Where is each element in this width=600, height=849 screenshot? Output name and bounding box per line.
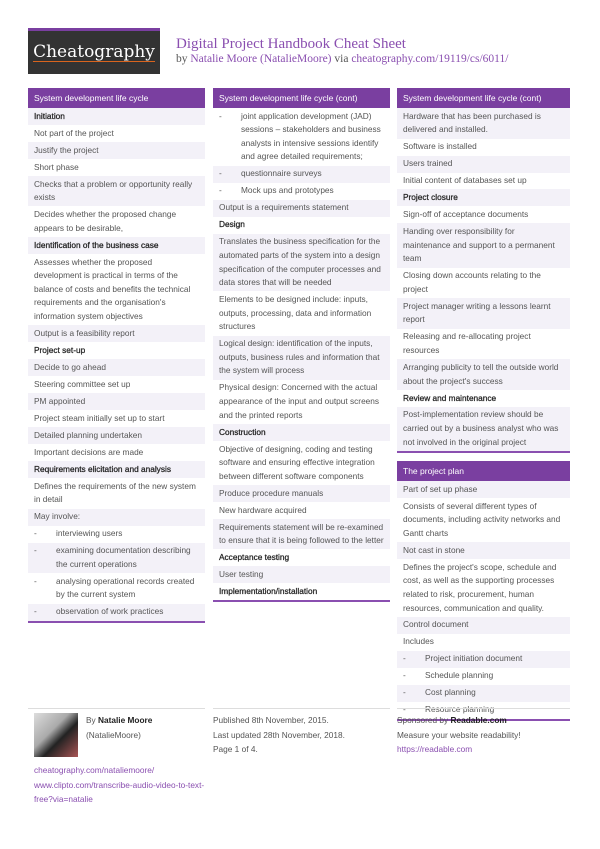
clipto-link[interactable]: www.clipto.com/transcribe-audio-video-to-text-free?via=natalie [34, 779, 205, 804]
text-row: Closing down accounts relating to the project [397, 268, 570, 299]
text-row: Project manager writing a lessons learnt report [397, 298, 570, 329]
column-2 [213, 88, 390, 610]
text-row: Produce procedure manuals [213, 485, 390, 502]
text-row: Important decisions are made [28, 444, 205, 461]
bullet-icon: - [403, 687, 406, 698]
subheading-row: Project closure [397, 189, 570, 206]
row-text: Cost planning [425, 687, 476, 698]
section [397, 88, 570, 453]
bullet-icon: - [34, 575, 37, 586]
bullet-icon: - [34, 545, 37, 556]
text-row: Elements to be designed include: inputs, outputs, processing, data and information structures [213, 291, 390, 335]
text-row: Output is a feasibility report [28, 325, 205, 342]
bullet-icon: - [219, 168, 222, 179]
bullet-row [28, 604, 205, 621]
bullet-icon: - [34, 606, 37, 617]
subheading-row: Project set-up [28, 342, 205, 359]
text-row: Not part of the project [28, 125, 205, 142]
section-rows [397, 481, 570, 719]
section-rows [397, 108, 570, 451]
subheading-row: Requirements elicitation and analysis [28, 461, 205, 478]
subheading-row: Initiation [28, 108, 205, 125]
page-number: Page 1 of 4. [213, 744, 258, 754]
via-label: via [334, 53, 349, 65]
row-text: examining documentation describing the current operations [56, 545, 191, 569]
text-row: Not cast in stone [397, 542, 570, 559]
row-text: observation of work practices [56, 606, 164, 617]
text-row: Output is a requirements statement [213, 200, 390, 217]
text-row: Handing over responsibility for maintenance and support to a permanent team [397, 223, 570, 267]
sheet-url-link[interactable]: cheatography.com/19119/cs/6011/ [351, 53, 509, 65]
text-row: Decide to go ahead [28, 359, 205, 376]
text-row: Decides whether the proposed change appears to be desirable, [28, 206, 205, 237]
text-row: Consists of several different types of documents, including activity networks and Gantt charts [397, 498, 570, 542]
subheading-row: Implementation/installation [213, 583, 390, 600]
cheatography-logo[interactable] [28, 28, 160, 74]
text-row: Releasing and re-allocating project resources [397, 329, 570, 360]
text-row: New hardware acquired [213, 502, 390, 519]
text-row: Project steam initially set up to start [28, 410, 205, 427]
text-row: Post-implementation review should be carried out by a business analyst who was not involved in the original project [397, 407, 570, 451]
text-row: Users trained [397, 156, 570, 173]
text-row: Hardware that has been purchased is delivered and installed. [397, 108, 570, 139]
text-row: Part of set up phase [397, 481, 570, 498]
text-row: Detailed planning undertaken [28, 427, 205, 444]
bullet-icon: - [219, 110, 222, 121]
text-row: Physical design: Concerned with the actual appearance of the input and output screens and the printed reports [213, 380, 390, 424]
subheading-row: Identification of the business case [28, 237, 205, 254]
section-header: System development life cycle (cont) [213, 88, 390, 108]
text-row: Checks that a problem or opportunity really exists [28, 176, 205, 207]
section-header: System development life cycle (cont) [397, 88, 570, 108]
row-text: Schedule planning [425, 670, 494, 681]
text-row: Requirements statement will be re-examined to ensure that it is being followed to the letter [213, 519, 390, 550]
text-row: Arranging publicity to tell the outside world about the project's success [397, 359, 570, 390]
text-row: May involve: [28, 509, 205, 526]
row-text: questionnaire surveys [241, 168, 322, 179]
byline [176, 53, 508, 65]
sponsor-link[interactable]: https://readable.com [397, 744, 473, 754]
row-text: Mock ups and prototypes [241, 185, 334, 196]
bullet-icon: - [403, 670, 406, 681]
bullet-row [397, 668, 570, 685]
text-row: Sign-off of acceptance documents [397, 206, 570, 223]
text-row: Steering committee set up [28, 376, 205, 393]
text-row: Initial content of databases set up [397, 173, 570, 190]
row-text: joint application development (JAD) sessions – stakeholders and business analysts in intensive sessions identify and agree detailed requirements; [241, 110, 381, 162]
subheading-row: Design [213, 217, 390, 234]
text-row: Translates the business specification for the automated parts of the system into a design specification of the computer processes and data stores that will be needed [213, 234, 390, 292]
row-text: Resource planning [425, 704, 495, 715]
bullet-row [28, 526, 205, 543]
page-title: Digital Project Handbook Cheat Sheet [176, 36, 406, 52]
sponsor-tagline: Measure your website readability! [397, 729, 521, 740]
bullet-icon: - [403, 704, 406, 715]
text-row: Defines the project's scope, schedule and cost, as well as the supporting processes related to risk, procurement, human resources, communication and quality. [397, 559, 570, 617]
published-date: Published 8th November, 2015. [213, 715, 329, 725]
text-row: User testing [213, 566, 390, 583]
by-label: By [86, 715, 96, 725]
text-row: Control document [397, 617, 570, 634]
sponsored-label: Sponsored by [397, 715, 449, 725]
text-row: PM appointed [28, 393, 205, 410]
updated-date: Last updated 28th November, 2018. [213, 729, 345, 740]
bullet-icon: - [403, 653, 406, 664]
footer-author [28, 708, 205, 807]
row-text: interviewing users [56, 528, 123, 539]
bullet-icon: - [219, 185, 222, 196]
bullet-row [213, 183, 390, 200]
text-row: Defines the requirements of the new system in detail [28, 478, 205, 509]
column-3 [397, 88, 570, 729]
section-header: System development life cycle [28, 88, 205, 108]
section [213, 88, 390, 602]
author-name: Natalie Moore [98, 715, 153, 725]
section-rows [28, 108, 205, 621]
bullet-icon: - [34, 528, 37, 539]
author-handle: (NatalieMoore) [86, 729, 141, 740]
by-label: by [176, 53, 188, 65]
bullet-row [28, 543, 205, 574]
subheading-row: Construction [213, 424, 390, 441]
text-row: Justify the project [28, 142, 205, 159]
author-link[interactable]: Natalie Moore (NatalieMoore) [190, 53, 332, 65]
subheading-row: Acceptance testing [213, 549, 390, 566]
avatar[interactable] [34, 713, 78, 757]
text-row: Objective of designing, coding and testing software and ensuring effective integration between different software components [213, 441, 390, 485]
row-text: Project initiation document [425, 653, 523, 664]
subheading-row: Review and maintenance [397, 390, 570, 407]
section-rows [213, 108, 390, 600]
bullet-row [213, 108, 390, 166]
footer-publication [213, 708, 390, 757]
bullet-row [213, 166, 390, 183]
author-profile-link[interactable]: cheatography.com/nataliemoore/ [34, 765, 155, 775]
footer-sponsor [397, 708, 570, 757]
text-row: Software is installed [397, 139, 570, 156]
section-header: The project plan [397, 461, 570, 481]
column-1 [28, 88, 205, 631]
row-text: analysing operational records created by the current system [56, 575, 195, 600]
section [397, 461, 570, 721]
bullet-row [397, 685, 570, 702]
text-row: Short phase [28, 159, 205, 176]
bullet-row [28, 573, 205, 604]
text-row: Includes [397, 634, 570, 651]
text-row: Logical design: identification of the inputs, outputs, business rules and information that the system will process [213, 336, 390, 380]
text-row: Assesses whether the proposed development is practical in terms of the balance of costs and benefits the technical requirements and the organisation's information system objectives [28, 254, 205, 325]
section [28, 88, 205, 623]
logo-text: Cheatography [33, 42, 155, 62]
sponsor-name: Readable.com [450, 715, 507, 725]
bullet-row [397, 651, 570, 668]
